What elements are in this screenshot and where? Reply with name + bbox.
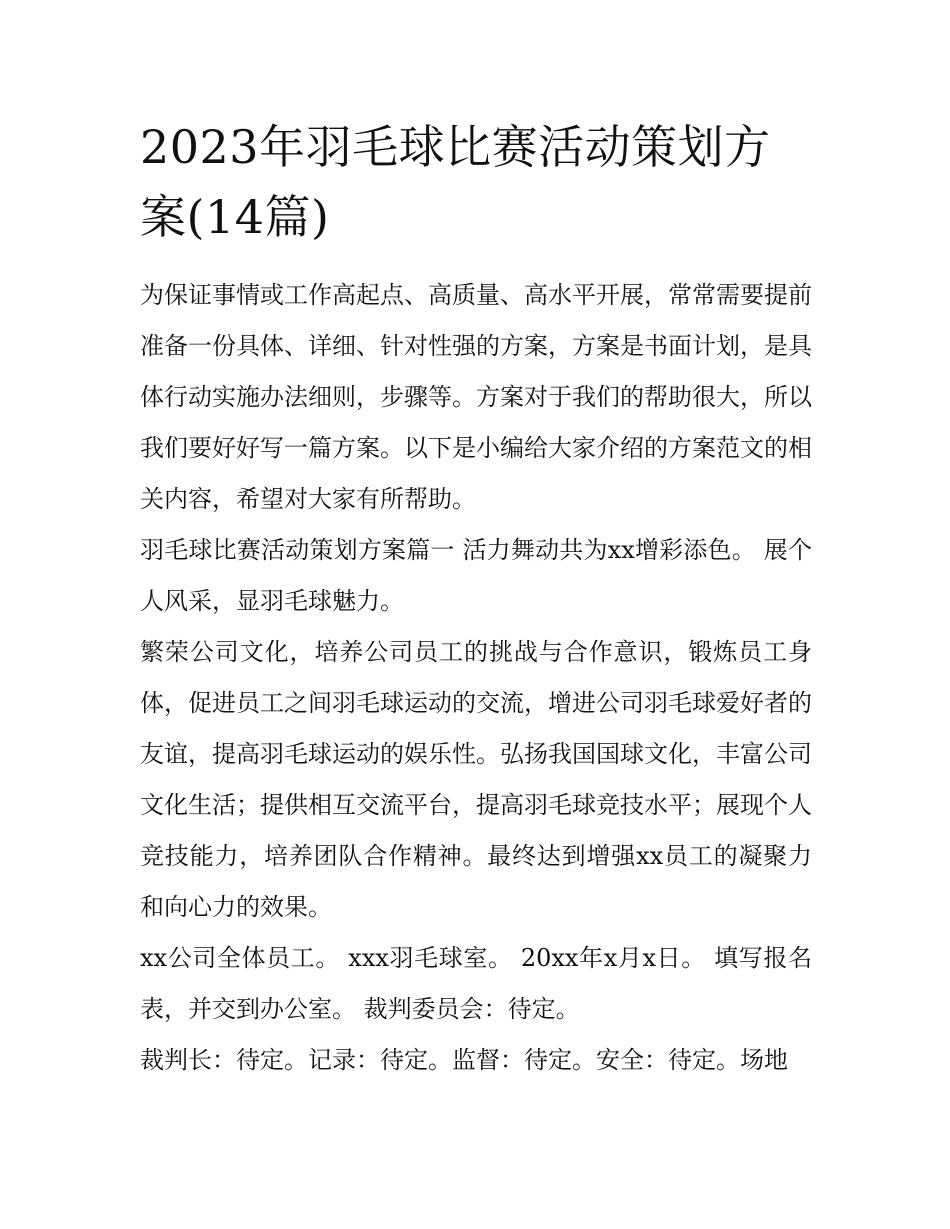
paragraph-staff: 裁判长：待定。记录：待定。监督：待定。安全：待定。场地 — [140, 1046, 788, 1074]
paragraph-purpose: 繁荣公司文化，培养公司员工的挑战与合作意识，锻炼员工身体，促进员工之间羽毛球运动的交流，增进公司羽毛球爱好者的友谊，提高羽毛球运动的娱乐性。弘扬我国国球文化，丰富公司文化生活；提供相互交流平台，提高羽毛球竞技水平；展现个人竞技能力，培养团队合作精神。最终达到增强xx员工的凝聚力和向心力的效果。 — [140, 638, 812, 921]
paragraph-section-one: 羽毛球比赛活动策划方案篇一 活力舞动共为xx增彩添色。 展个人风采，显羽毛球魅力。 — [140, 536, 812, 615]
document-page — [140, 112, 812, 1086]
paragraph-intro: 为保证事情或工作高起点、高质量、高水平开展，常常需要提前准备一份具体、详细、针对性强的方案，方案是书面计划，是具体行动实施办法细则，步骤等。方案对于我们的帮助很大，所以我们要好好写一篇方案。以下是小编给大家介绍的方案范文的相关内容，希望对大家有所帮助。 — [140, 281, 812, 513]
document-title: 2023年羽毛球比赛活动策划方案(14篇) — [140, 120, 771, 244]
paragraph-logistics: xx公司全体员工。 xxx羽毛球室。 20xx年x月x日。 填写报名表，并交到办公室。 裁判委员会：待定。 — [140, 944, 812, 1023]
